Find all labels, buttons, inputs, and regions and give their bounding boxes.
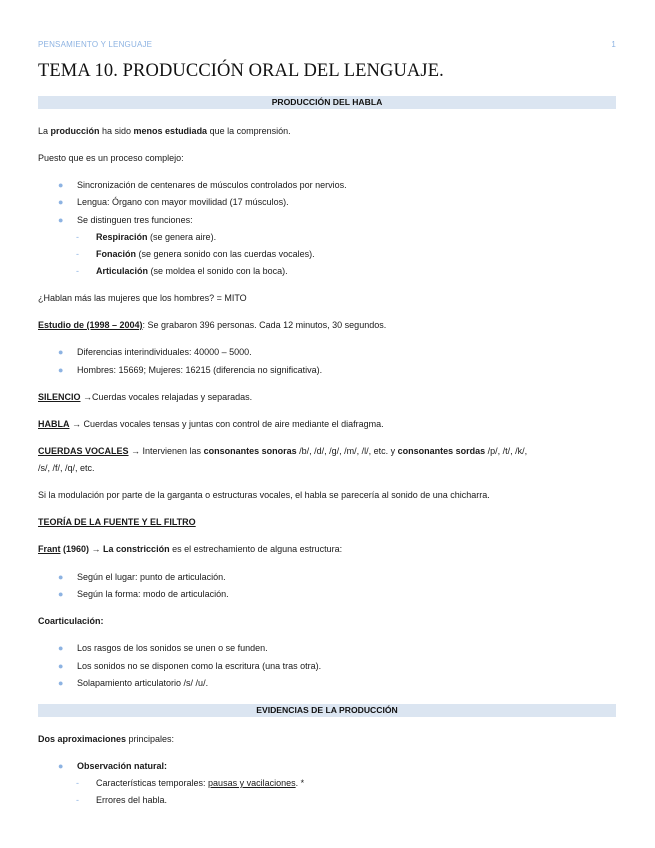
underlined-label: CUERDAS VOCALES	[38, 446, 129, 456]
bullet-icon: ●	[58, 347, 64, 357]
bold-text: consonantes sonoras	[203, 446, 297, 456]
bold-text: La constricción	[103, 544, 170, 554]
underlined-label: Frant	[38, 544, 61, 554]
list-item: Hombres: 15669; Mujeres: 16215 (diferencia no significativa).	[77, 365, 323, 375]
subheading-coarticulacion: Coarticulación:	[38, 616, 104, 626]
paragraph-cuerdas-vocales-cont: /s/, /f/, /q/, etc.	[38, 463, 95, 473]
list-item: Se distinguen tres funciones:	[77, 215, 193, 225]
list-item: Los sonidos no se disponen como la escritura (una tras otra).	[77, 661, 322, 671]
bold-text: (1960)	[60, 544, 90, 554]
paragraph-modulacion: Si la modulación por parte de la garganta o estructuras vocales, el habla se parecería al sonido de una chicharra.	[38, 490, 490, 500]
bullet-icon: ●	[58, 215, 64, 225]
header-course-title: PENSAMIENTO Y LENGUAJE	[38, 40, 153, 49]
text: que la comprensión.	[207, 126, 291, 136]
text: /b/, /d/, /g/, /m/, /l/, etc. y	[296, 446, 398, 456]
text: →Cuerdas vocales relajadas y separadas.	[80, 392, 253, 402]
underlined-label: SILENCIO	[38, 392, 81, 402]
sublist-item	[96, 777, 304, 789]
underlined-label: HABLA	[38, 419, 70, 429]
section-heading-produccion: PRODUCCIÓN DEL HABLA	[38, 96, 616, 109]
section-heading-evidencias: EVIDENCIAS DE LA PRODUCCIÓN	[38, 704, 616, 717]
document-title: TEMA 10. PRODUCCIÓN ORAL DEL LENGUAJE.	[38, 61, 444, 81]
paragraph-habla	[38, 418, 384, 430]
text: ha sido	[99, 126, 134, 136]
paragraph-aproximaciones	[38, 733, 174, 745]
paragraph-mito: ¿Hablan más las mujeres que los hombres? = MITO	[38, 293, 247, 303]
paragraph-frant	[38, 543, 342, 555]
bold-text: Fonación	[96, 249, 136, 259]
text: → Intervienen las	[128, 446, 204, 456]
dash-icon: -	[76, 795, 79, 805]
underlined-label: Estudio de (1998 – 2004)	[38, 320, 143, 330]
bullet-icon: ●	[58, 572, 64, 582]
text: La	[38, 126, 51, 136]
dash-icon: -	[76, 249, 79, 259]
text: → Cuerdas vocales tensas y juntas con control de aire mediante el diafragma.	[69, 419, 384, 429]
list-item: Observación natural:	[77, 761, 168, 771]
bold-text: Dos aproximaciones	[38, 734, 127, 744]
list-item: Lengua: Órgano con mayor movilidad (17 músculos).	[77, 197, 289, 207]
bullet-icon: ●	[58, 180, 64, 190]
bullet-icon: ●	[58, 761, 64, 771]
list-item: Diferencias interindividuales: 40000 – 5000.	[77, 347, 252, 357]
header-page-number: 1	[611, 40, 616, 49]
paragraph-proceso: Puesto que es un proceso complejo:	[38, 153, 184, 163]
bold-text: Respiración	[96, 232, 148, 242]
bold-text: menos estudiada	[133, 126, 208, 136]
dash-icon: -	[76, 778, 79, 788]
text: →	[89, 544, 104, 554]
text: principales:	[126, 734, 175, 744]
text: (se genera aire).	[147, 232, 217, 242]
paragraph-cuerdas-vocales	[38, 445, 527, 457]
list-item: Según el lugar: punto de articulación.	[77, 572, 226, 582]
list-item: Sincronización de centenares de músculos controlados por nervios.	[77, 180, 347, 190]
bold-text: consonantes sordas	[397, 446, 486, 456]
sublist-item	[96, 231, 216, 243]
text: Características temporales:	[96, 778, 209, 788]
underlined-text: pausas y vacilaciones	[208, 778, 296, 788]
dash-icon: -	[76, 232, 79, 242]
text: . *	[295, 778, 305, 788]
bullet-icon: ●	[58, 365, 64, 375]
subheading-teoria: TEORÍA DE LA FUENTE Y EL FILTRO	[38, 517, 196, 527]
text: (se genera sonido con las cuerdas vocales).	[136, 249, 315, 259]
text: : Se grabaron 396 personas. Cada 12 minutos, 30 segundos.	[142, 320, 387, 330]
bullet-icon: ●	[58, 661, 64, 671]
bullet-icon: ●	[58, 643, 64, 653]
text: /p/, /t/, /k/,	[485, 446, 528, 456]
paragraph-produccion	[38, 125, 291, 137]
sublist-item	[96, 794, 167, 806]
text: es el estrechamiento de alguna estructura:	[169, 544, 343, 554]
sublist-item	[96, 248, 315, 260]
paragraph-estudio	[38, 319, 386, 331]
bullet-icon: ●	[58, 197, 64, 207]
text: Errores del habla.	[96, 795, 168, 805]
text: (se moldea el sonido con la boca).	[148, 266, 288, 276]
dash-icon: -	[76, 266, 79, 276]
bullet-icon: ●	[58, 589, 64, 599]
bullet-icon: ●	[58, 678, 64, 688]
page-header	[38, 40, 616, 52]
sublist-item	[96, 265, 288, 277]
list-item: Según la forma: modo de articulación.	[77, 589, 229, 599]
paragraph-silencio	[38, 391, 252, 403]
bold-text: producción	[50, 126, 100, 136]
list-item: Solapamiento articulatorio /s/ /u/.	[77, 678, 209, 688]
bold-text: Articulación	[96, 266, 149, 276]
list-item: Los rasgos de los sonidos se unen o se funden.	[77, 643, 268, 653]
